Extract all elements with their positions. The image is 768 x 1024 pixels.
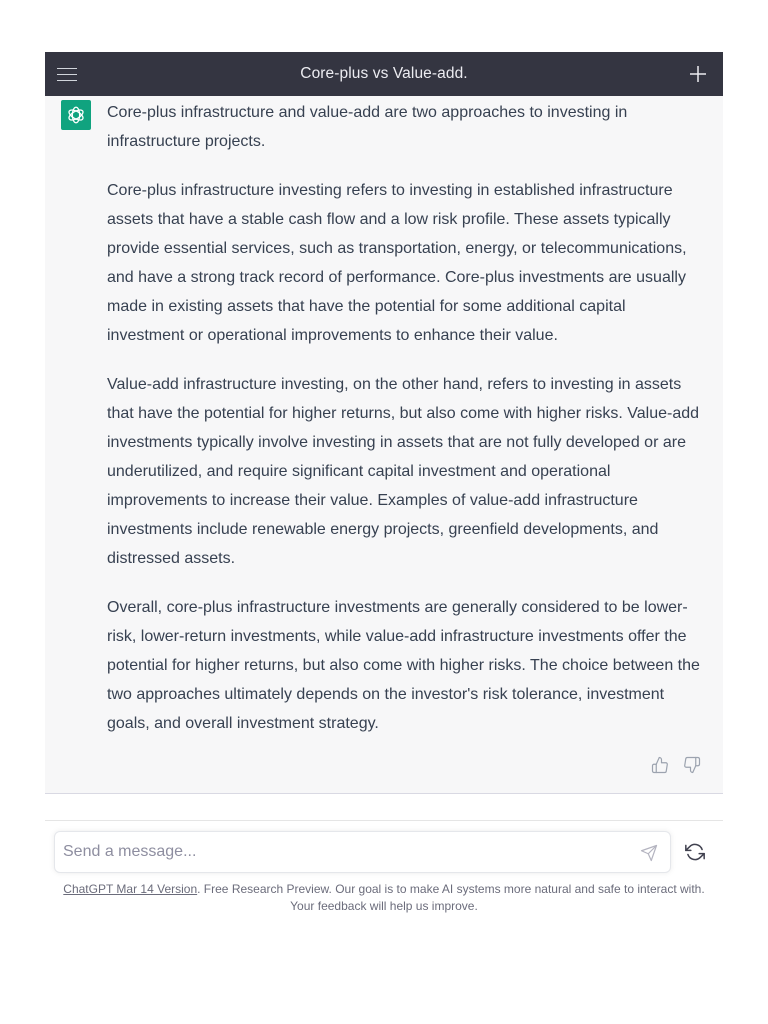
message-content (107, 98, 705, 758)
thumbs-up-icon[interactable] (651, 756, 669, 774)
message-paragraph: Core-plus infrastructure investing refers to investing in established infrastructure assets that have a stable cash flow and a low risk profile. These assets typically provide essential services, such as transportation, energy, or telecommunications, and have a strong track record of performance. Core-plus investments are usually made in existing assets that have the potential for some additional capital investment or operational improvements to enhance their value. (107, 182, 687, 344)
plus-icon[interactable] (689, 64, 707, 84)
composer (54, 831, 714, 875)
message-input-box (54, 831, 671, 873)
feedback-controls (651, 756, 701, 774)
message-paragraph: Value-add infrastructure investing, on the other hand, refers to investing in assets that have the potential for higher returns, but also come with higher risks. Value-add investments typically involve investing in assets that are not fully developed or are underutilized, and require significant capital investment and operational improvements to increase their value. Examples of value-add infrastructure investments include renewable energy projects, greenfield developments, and distressed assets. (107, 376, 700, 567)
conversation-title: Core-plus vs Value-add. (300, 65, 468, 82)
chat-app (45, 52, 723, 952)
message-paragraph: Core-plus infrastructure and value-add are two approaches to investing in infrastructure projects. (107, 104, 628, 150)
version-link[interactable]: ChatGPT Mar 14 Version (63, 882, 198, 896)
openai-logo-icon (61, 100, 91, 130)
refresh-icon[interactable] (685, 842, 705, 862)
disclaimer-text: . Free Research Preview. Our goal is to make AI systems more natural and safe to interact with. Your feedback will help us improve. (197, 882, 705, 913)
composer-divider (45, 820, 723, 821)
footer-disclaimer (57, 881, 711, 915)
thumbs-down-icon[interactable] (683, 756, 701, 774)
paper-plane-icon[interactable] (640, 844, 658, 862)
assistant-message (45, 96, 723, 794)
top-bar (45, 52, 723, 96)
hamburger-menu-icon[interactable] (57, 64, 77, 84)
message-input[interactable] (63, 832, 623, 872)
message-paragraph: Overall, core-plus infrastructure investments are generally considered to be lower-risk, lower-return investments, while value-add infrastructure investments offer the potential for higher returns, but also come with higher risks. The choice between the two approaches ultimately depends on the investor's risk tolerance, investment goals, and overall investment strategy. (107, 599, 700, 732)
